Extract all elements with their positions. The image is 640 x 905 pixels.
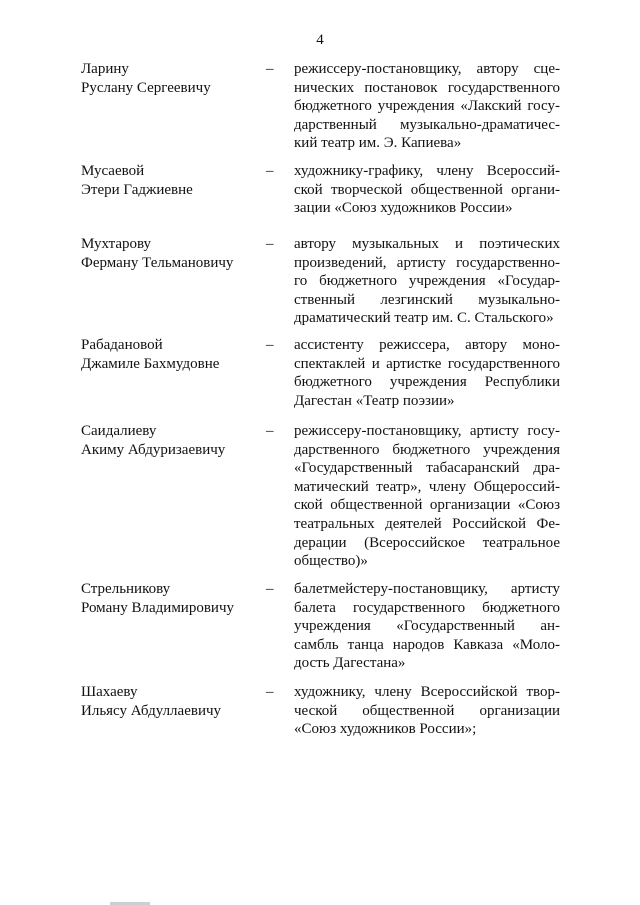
description-line: художнику, члену Всероссийской твор- — [294, 684, 560, 700]
awardee-surname: Рабадановой — [81, 337, 163, 353]
awardee-surname: Шахаеву — [81, 684, 138, 700]
description-line: кий театр им. Э. Капиева» — [294, 135, 462, 152]
description-line: «Государственный табасаранский дра- — [294, 460, 560, 477]
description-line: общество)» — [294, 553, 368, 570]
awardee-given-names: Руслану Сергеевичу — [81, 80, 211, 96]
description-line: дерации (Всероссийское театральное — [294, 534, 560, 551]
description-line: Дагестан «Театр поэзии» — [294, 392, 455, 409]
awardee-surname: Мухтарову — [81, 236, 152, 252]
description-line: матический театр», члену Общероссий- — [294, 478, 560, 495]
description-line: зации «Союз художников России» — [294, 200, 513, 217]
awardee-name — [81, 60, 251, 98]
awardee-description — [294, 162, 560, 218]
description-line: спектаклей и артистке государственного — [294, 355, 560, 372]
entry-dash: – — [266, 61, 274, 77]
description-line: драматический театр им. С. Стальского» — [294, 310, 554, 327]
description-line: режиссеру-постановщику, артисту госу- — [294, 423, 560, 439]
description-line: ческой общественной организации — [294, 702, 560, 719]
awardee-given-names: Этери Гаджиевне — [81, 182, 193, 198]
entry-dash: – — [266, 236, 274, 252]
description-line: художнику-графику, члену Всероссий- — [294, 163, 560, 179]
awardee-name — [81, 336, 251, 374]
awardee-name — [81, 580, 251, 618]
description-line: «Союз художников России»; — [294, 721, 477, 738]
awardee-name — [81, 683, 251, 721]
awardee-surname: Мусаевой — [81, 163, 145, 179]
awardee-given-names: Джамиле Бахмудовне — [81, 356, 220, 372]
awardee-description — [294, 580, 560, 673]
awardee-given-names: Ильясу Абдуллаевичу — [81, 703, 222, 719]
entry-dash: – — [266, 684, 274, 700]
awardee-surname: Стрельникову — [81, 581, 171, 597]
entry-dash: – — [266, 163, 274, 179]
description-line: произведений, артисту государственно- — [294, 254, 560, 271]
entry-dash: – — [266, 423, 274, 439]
description-line: ассистенту режиссера, автору моно- — [294, 337, 560, 353]
description-line: ственный лезгинский музыкально- — [294, 291, 560, 308]
awardee-name — [81, 162, 251, 200]
description-line: дость Дагестана» — [294, 655, 406, 672]
awardee-description — [294, 60, 560, 153]
description-line: дарственного бюджетного учреждения — [294, 441, 560, 458]
awardee-surname: Ларину — [81, 61, 129, 77]
awardee-description — [294, 422, 560, 571]
entry-dash: – — [266, 337, 274, 353]
awardee-description — [294, 336, 560, 410]
awardee-name — [81, 422, 251, 460]
description-line: балетмейстеру-постановщику, артисту — [294, 581, 560, 597]
description-line: самбль танца народов Кавказа «Моло- — [294, 636, 560, 653]
description-line: режиссеру-постановщику, автору сце- — [294, 61, 560, 77]
description-line: го бюджетного учреждения «Государ- — [294, 273, 560, 290]
description-line: учреждения «Государственный ан- — [294, 618, 560, 635]
awardee-given-names: Роману Владимировичу — [81, 600, 234, 616]
awardee-surname: Саидалиеву — [81, 423, 157, 439]
awardee-description — [294, 683, 560, 739]
description-line: бюджетного учреждения Республики — [294, 374, 560, 391]
description-line: ской творческой общественной органи- — [294, 181, 560, 198]
description-line: ской общественной организации «Союз — [294, 497, 560, 514]
awardee-name — [81, 235, 251, 273]
description-line: нических постановок государственного — [294, 79, 560, 96]
awardee-description — [294, 235, 560, 328]
awardee-given-names: Акиму Абдуризаевичу — [81, 442, 226, 458]
description-line: балета государственного бюджетного — [294, 599, 560, 616]
description-line: автору музыкальных и поэтических — [294, 236, 560, 252]
description-line: дарственный музыкально-драматичес- — [294, 116, 560, 133]
description-line: театральных деятелей Российской Фе- — [294, 515, 560, 532]
entry-dash: – — [266, 581, 274, 597]
page-number: 4 — [316, 32, 324, 48]
awardee-given-names: Ферману Тельмановичу — [81, 255, 234, 271]
description-line: бюджетного учреждения «Лакский госу- — [294, 98, 560, 115]
